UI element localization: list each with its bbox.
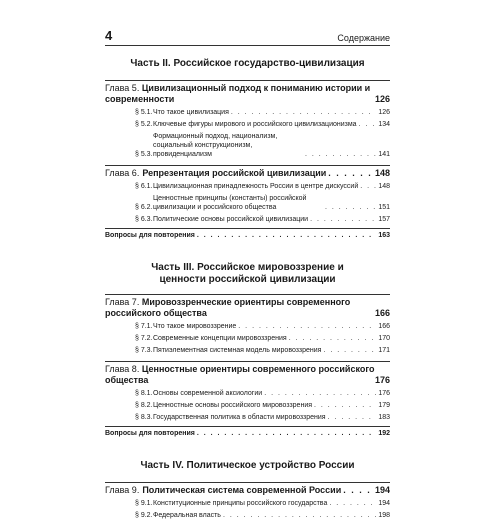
chapter-page: 194 <box>374 485 390 495</box>
section-page: 134 <box>378 121 390 128</box>
section-title: Государственная политика в области мировоззрения <box>153 414 326 421</box>
chapter-label: Глава 5. <box>105 83 140 93</box>
chapter-label: Глава 9. <box>105 485 140 495</box>
section-page: 166 <box>378 323 390 330</box>
section-number: § 5.3. <box>135 151 153 158</box>
toc-section-entry[interactable] <box>105 499 390 508</box>
leader-dots <box>325 203 376 212</box>
leader-dots <box>310 215 376 224</box>
review-questions-entry[interactable] <box>105 426 390 438</box>
section-title: Пятиэлементная системная модель мировоззрения <box>153 347 322 354</box>
toc-section-entry[interactable] <box>105 120 390 129</box>
toc-section-entry[interactable] <box>105 389 390 398</box>
leader-dots <box>359 120 377 129</box>
section-title: Конституционные принципы российского государства <box>153 500 328 507</box>
section-number: § 8.3. <box>135 414 153 421</box>
section-number: § 8.2. <box>135 402 153 409</box>
part-title: Часть III. Российское мировоззрение и ценности российской цивилизации <box>151 262 344 285</box>
chapter-title: Цивилизационный подход к пониманию истории и современности <box>105 83 371 104</box>
section-title: Формационный подход, национализм, социальный конструкционизм, провиденциализм <box>153 133 278 158</box>
section-page: 183 <box>378 414 390 421</box>
leader-dots <box>264 389 376 398</box>
section-title: Ценностные принципы (константы) российской цивилизации и российского общества <box>153 195 307 211</box>
chapter-title: Ценностные ориентиры современного российского общества <box>105 364 375 385</box>
toc-chapter-entry[interactable] <box>105 165 390 179</box>
page-number: 4 <box>105 28 113 43</box>
page-header <box>105 28 390 46</box>
section-title: Федеральная власть <box>153 512 221 519</box>
review-questions-entry[interactable] <box>105 228 390 240</box>
toc-section-entry[interactable] <box>105 346 390 355</box>
chapter-label: Глава 7. <box>105 297 140 307</box>
leader-dots <box>323 346 376 355</box>
section-title: Современные концепции мировоззрения <box>153 335 287 342</box>
chapter-label: Глава 8. <box>105 364 140 374</box>
running-head: Содержание <box>337 33 390 43</box>
toc-section-entry[interactable] <box>105 132 390 159</box>
section-number: § 7.2. <box>135 335 153 342</box>
section-page: 198 <box>378 512 390 519</box>
review-page: 163 <box>378 232 390 239</box>
section-page: 176 <box>378 390 390 397</box>
section-number: § 9.1. <box>135 500 153 507</box>
toc-page <box>105 28 390 520</box>
section-number: § 7.3. <box>135 347 153 354</box>
section-number: § 7.1. <box>135 323 153 330</box>
section-number: § 6.3. <box>135 216 153 223</box>
section-title: Что такое цивилизация <box>153 109 229 116</box>
section-number: § 6.2. <box>135 204 153 211</box>
leader-dots <box>238 322 376 331</box>
review-label: Вопросы для повторения <box>105 430 195 437</box>
section-page: 179 <box>378 402 390 409</box>
section-number: § 6.1. <box>135 183 153 190</box>
leader-dots <box>289 334 377 343</box>
chapter-label: Глава 6. <box>105 168 140 178</box>
leader-dots <box>360 182 376 191</box>
toc-section-entry[interactable] <box>105 511 390 520</box>
toc-section-entry[interactable] <box>105 182 390 191</box>
chapter-title: Мировоззренческие ориентиры современного российского общества <box>105 297 351 318</box>
section-title: Ценностные основы российского мировоззрения <box>153 402 313 409</box>
toc-section-entry[interactable] <box>105 108 390 117</box>
section-title: Основы современной аксиологии <box>153 390 263 397</box>
section-page: 194 <box>378 500 390 507</box>
section-number: § 5.2. <box>135 121 153 128</box>
section-title: Ключевые фигуры мирового и российского цивилизационизма <box>153 121 357 128</box>
leader-dots <box>343 485 373 496</box>
leader-dots <box>328 168 373 179</box>
toc-section-entry[interactable] <box>105 413 390 422</box>
leader-dots <box>223 511 376 520</box>
section-page: 151 <box>378 204 390 211</box>
section-number: § 9.2. <box>135 512 153 519</box>
section-page: 157 <box>378 216 390 223</box>
section-page: 126 <box>378 109 390 116</box>
toc-chapter-entry[interactable] <box>105 361 390 386</box>
toc-section-entry[interactable] <box>105 215 390 224</box>
toc-chapter-entry[interactable] <box>105 482 390 496</box>
toc-section-entry[interactable] <box>105 322 390 331</box>
review-page: 192 <box>378 430 390 437</box>
chapter-page: 166 <box>374 308 390 318</box>
leader-dots <box>328 413 377 422</box>
section-number: § 8.1. <box>135 390 153 397</box>
leader-dots <box>329 499 376 508</box>
section-page: 170 <box>378 335 390 342</box>
part-title: Часть II. Российское государство-цивилизация <box>130 58 365 69</box>
section-title: Цивилизационная принадлежность России в центре дискуссий <box>153 183 359 190</box>
chapter-page: 176 <box>374 375 390 385</box>
toc-section-entry[interactable] <box>105 334 390 343</box>
part-title: Часть IV. Политическое устройство России <box>140 460 355 471</box>
review-label: Вопросы для повторения <box>105 232 195 239</box>
chapter-page: 126 <box>374 94 390 104</box>
leader-dots <box>305 150 376 159</box>
section-title: Что такое мировоззрение <box>153 323 237 330</box>
toc-section-entry[interactable] <box>105 401 390 410</box>
section-page: 171 <box>378 347 390 354</box>
toc-section-entry[interactable] <box>105 194 390 212</box>
section-title: Политические основы российской цивилизации <box>153 216 309 223</box>
section-page: 148 <box>378 183 390 190</box>
section-number: § 5.1. <box>135 109 153 116</box>
leader-dots <box>197 429 376 438</box>
leader-dots <box>314 401 376 410</box>
section-page: 141 <box>378 151 390 158</box>
toc-chapter-entry[interactable] <box>105 294 390 319</box>
chapter-page: 148 <box>374 168 390 178</box>
leader-dots <box>231 108 376 117</box>
chapter-title: Политическая система современной России <box>142 485 342 495</box>
toc-chapter-entry[interactable] <box>105 80 390 105</box>
chapter-title: Репрезентация российской цивилизации <box>142 168 327 178</box>
leader-dots <box>197 231 376 240</box>
